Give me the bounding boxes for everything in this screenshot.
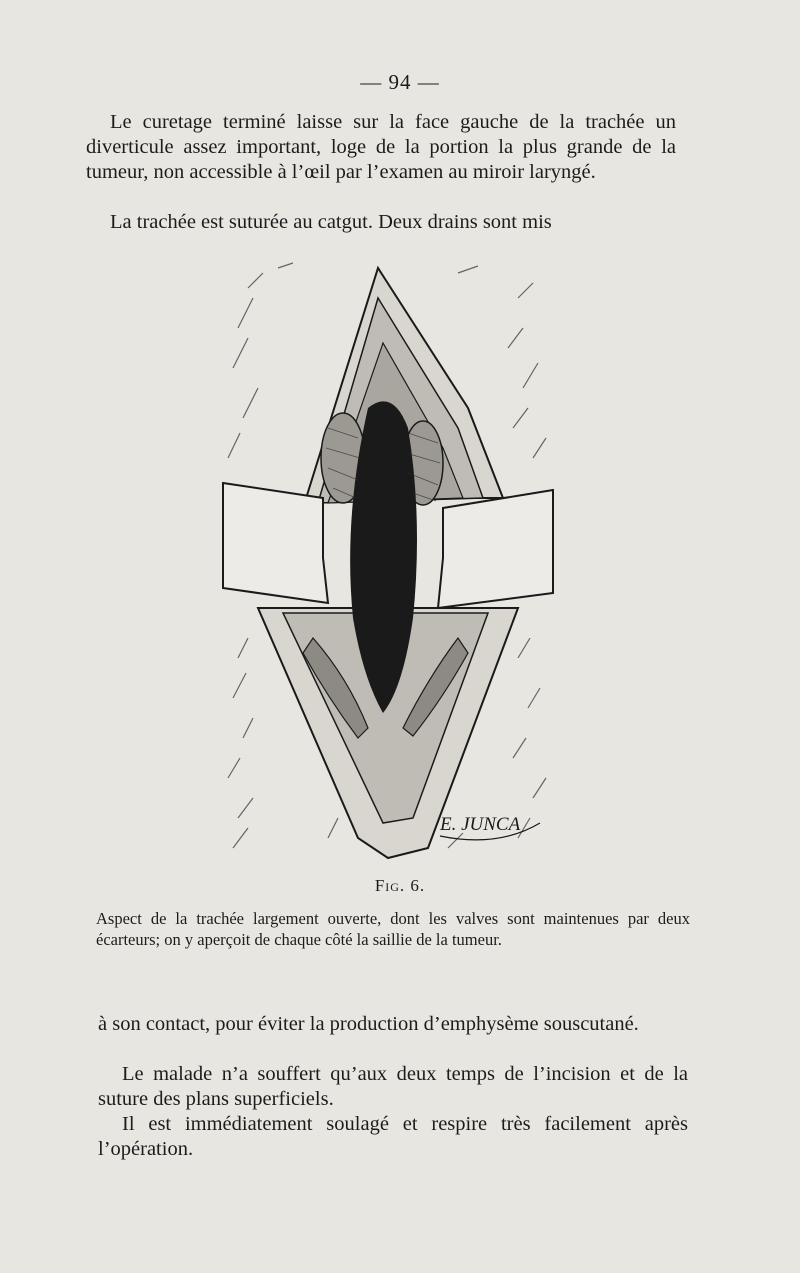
page-number: — 94 — [360,70,440,94]
signature-text: E. JUNCA [440,814,521,835]
figure-illustration [218,258,558,873]
figure-caption: Aspect de la trachée largement ouverte, dont les valves sont maintenues par deux écarteurs; on y aperçoit de chaque côté la saillie de la tumeur. [96,909,690,949]
trachea-drawing-icon [218,258,558,873]
paragraph-malade: Le malade n’a souffert qu’aux deux temps de l’incision et de la suture des plans superficiels. [98,1063,688,1110]
figure-label: Fig. 6. [374,876,426,895]
paragraph-soulage: Il est immédiatement soulagé et respire très facilement après l’opération. [98,1113,688,1160]
paragraph-suture: La trachée est suturée au catgut. Deux drains sont mis [110,211,552,233]
paragraph-drains: à son contact, pour éviter la production d’emphysème souscutané. [98,1013,639,1035]
paragraph-curetage: Le curetage terminé laisse sur la face gauche de la trachée un diverticule assez important, loge de la portion la plus grande de la tumeur, non accessible à l’œil par l’examen au miroir laryngé. [86,111,676,183]
